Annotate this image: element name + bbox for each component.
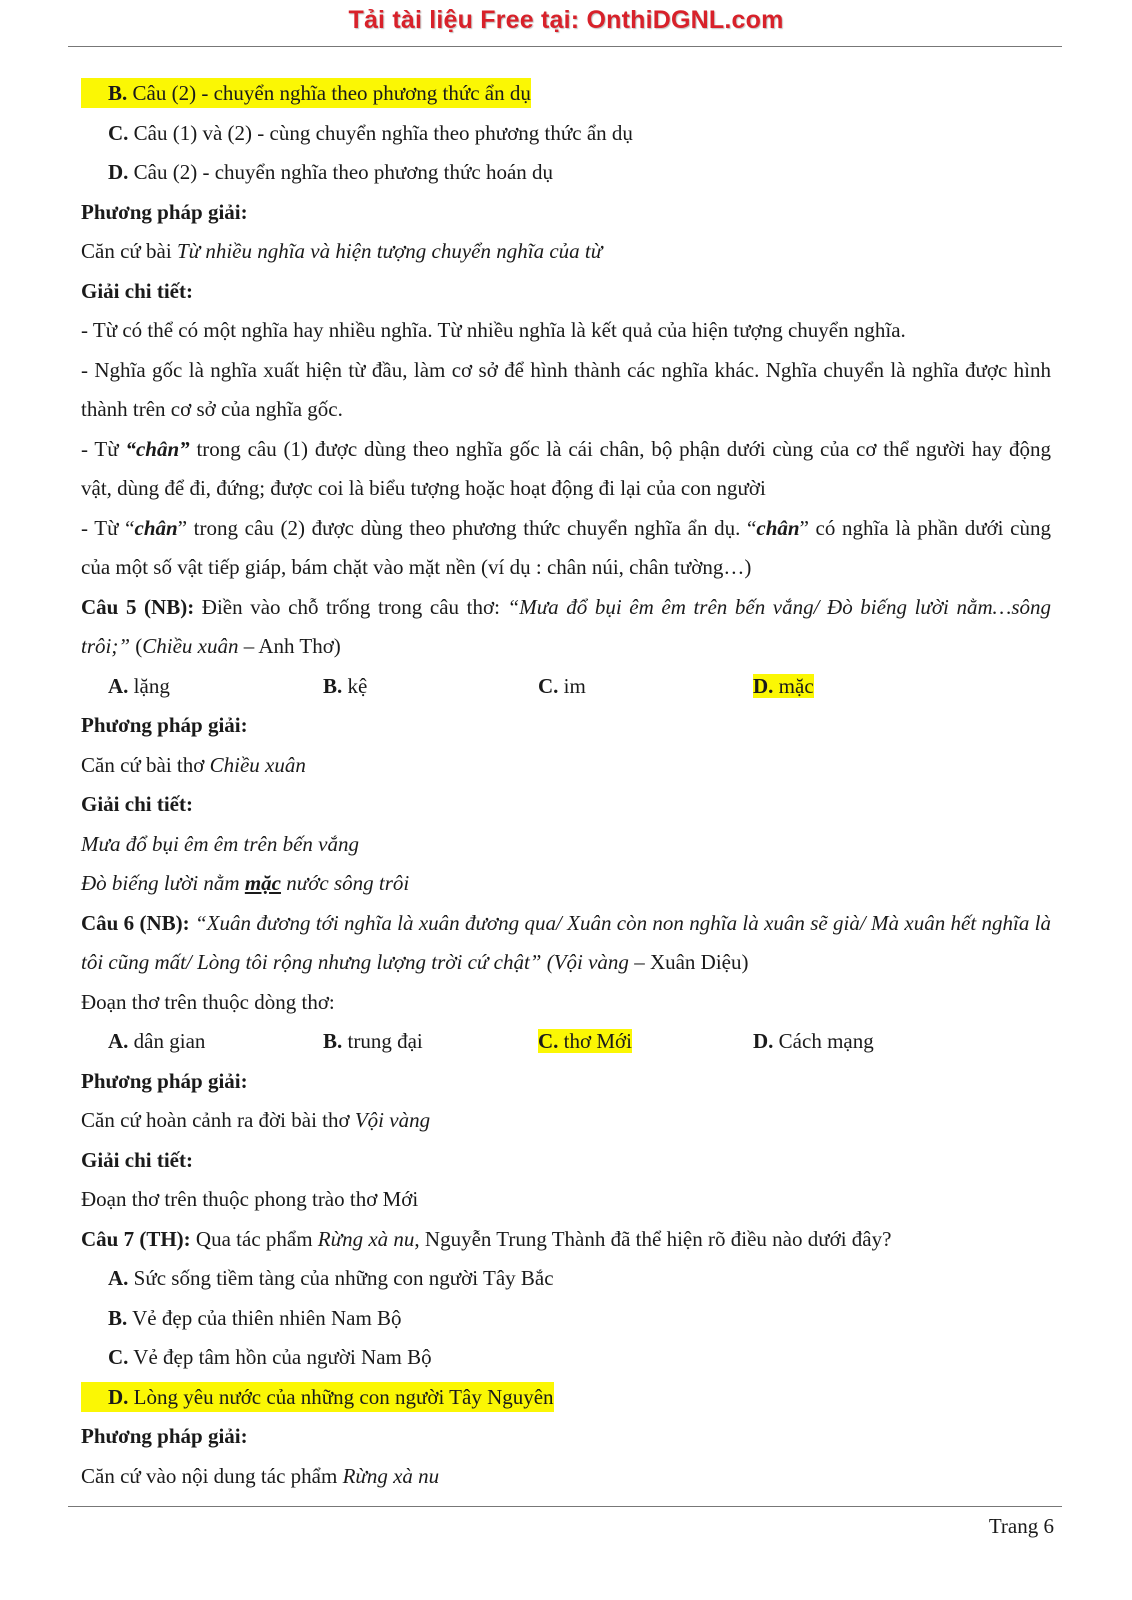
- q7-option-d: D. Lòng yêu nước của những con người Tây Nguyên: [81, 1378, 1051, 1418]
- q6-option-a: A. dân gian: [108, 1029, 206, 1053]
- q4-option-c: C. Câu (1) và (2) - cùng chuyển nghĩa theo phương thức ẩn dụ: [108, 120, 633, 145]
- q6-question: Câu 6 (NB): “Xuân đương tới nghĩa là xuân đương qua/ Xuân còn non nghĩa là xuân sẽ già/ Mà xuân hết nghĩa là tôi cũng mất/ Lòng tôi rộng nhưng lượng trời cứ chật” (Vội vàng – Xuân Diệu): [81, 910, 1052, 974]
- q6-detail-heading: Giải chi tiết:: [81, 1147, 193, 1172]
- footer-rule: [68, 1506, 1062, 1507]
- q7-method-text: Căn cứ vào nội dung tác phẩm Rừng xà nu: [81, 1463, 440, 1488]
- q6-prompt: Đoạn thơ trên thuộc dòng thơ:: [81, 989, 335, 1014]
- q4-method-text: Căn cứ bài Từ nhiều nghĩa và hiện tượng chuyển nghĩa của từ: [81, 239, 603, 263]
- q5-method-heading: Phương pháp giải:: [81, 713, 248, 737]
- q7-question: Câu 7 (TH): Qua tác phẩm Rừng xà nu, Nguyễn Trung Thành đã thể hiện rõ điều nào dưới đây?: [81, 1226, 892, 1251]
- q6-method-heading: Phương pháp giải:: [81, 1068, 248, 1093]
- q4-detail-3: - Từ “chân” trong câu (1) được dùng theo nghĩa gốc là cái chân, bộ phận dưới cùng của cơ thể người hay động vật, dùng để đi, đứng; được coi là biểu tượng hoặc hoạt động đi lại của con người: [81, 436, 1051, 500]
- q5-options: [81, 667, 1051, 707]
- q7-option-a: A. Sức sống tiềm tàng của những con người Tây Bắc: [108, 1266, 554, 1290]
- page-number: Trang 6: [988, 1514, 1054, 1538]
- q4-detail-1: - Từ có thể có một nghĩa hay nhiều nghĩa. Từ nhiều nghĩa là kết quả của hiện tượng chuyển nghĩa.: [81, 318, 906, 342]
- q4-option-d: D. Câu (2) - chuyển nghĩa theo phương thức hoán dụ: [108, 160, 554, 184]
- q5-option-c: C. im: [538, 673, 586, 698]
- header-rule: [68, 46, 1062, 47]
- q7-option-b: B. Vẻ đẹp của thiên nhiên Nam Bộ: [108, 1305, 402, 1330]
- q6-method-text: Căn cứ hoàn cảnh ra đời bài thơ Vội vàng: [81, 1108, 431, 1132]
- page-content: [81, 74, 1051, 1496]
- q5-poem-line-1: Mưa đổ bụi êm êm trên bến vắng: [81, 831, 359, 856]
- q6-option-c: C. thơ Mới: [538, 1029, 632, 1053]
- q6-option-b: B. trung đại: [323, 1029, 423, 1053]
- q4-option-b: B. Câu (2) - chuyển nghĩa theo phương thức ẩn dụ: [81, 74, 1051, 114]
- q5-poem-line-2: Đò biếng lười nằm mặc nước sông trôi: [81, 871, 410, 895]
- q4-detail-4: - Từ “chân” trong câu (2) được dùng theo phương thức chuyển nghĩa ẩn dụ. “chân” có nghĩa là phần dưới cùng của một số vật tiếp giáp, bám chặt vào mặt nền (ví dụ : chân núi, chân tường…): [81, 515, 1052, 579]
- q5-option-d: D. mặc: [753, 673, 814, 698]
- q5-option-a: A. lặng: [108, 673, 170, 698]
- q5-method-text: Căn cứ bài thơ Chiều xuân: [81, 752, 306, 777]
- q4-method-heading: Phương pháp giải:: [81, 199, 248, 224]
- q5-option-b: B. kệ: [323, 673, 368, 698]
- site-banner: Tải tài liệu Free tại: OnthiDGNL.com: [348, 6, 784, 34]
- q5-question: Câu 5 (NB): Điền vào chỗ trống trong câu thơ: “Mưa đổ bụi êm êm trên bến vắng/ Đò biếng lười nằm…sông trôi;” (Chiều xuân – Anh Thơ): [81, 594, 1052, 658]
- q6-detail-text: Đoạn thơ trên thuộc phong trào thơ Mới: [81, 1187, 419, 1211]
- q6-option-d: D. Cách mạng: [753, 1029, 874, 1053]
- q7-method-heading: Phương pháp giải:: [81, 1424, 248, 1448]
- q7-option-c: C. Vẻ đẹp tâm hồn của người Nam Bộ: [108, 1345, 432, 1369]
- q5-detail-heading: Giải chi tiết:: [81, 792, 193, 816]
- q4-detail-2: - Nghĩa gốc là nghĩa xuất hiện từ đầu, làm cơ sở để hình thành các nghĩa khác. Nghĩa chuyển là nghĩa được hình thành trên cơ sở của nghĩa gốc.: [81, 357, 1051, 421]
- q6-options: [81, 1022, 1051, 1062]
- q4-detail-heading: Giải chi tiết:: [81, 278, 193, 303]
